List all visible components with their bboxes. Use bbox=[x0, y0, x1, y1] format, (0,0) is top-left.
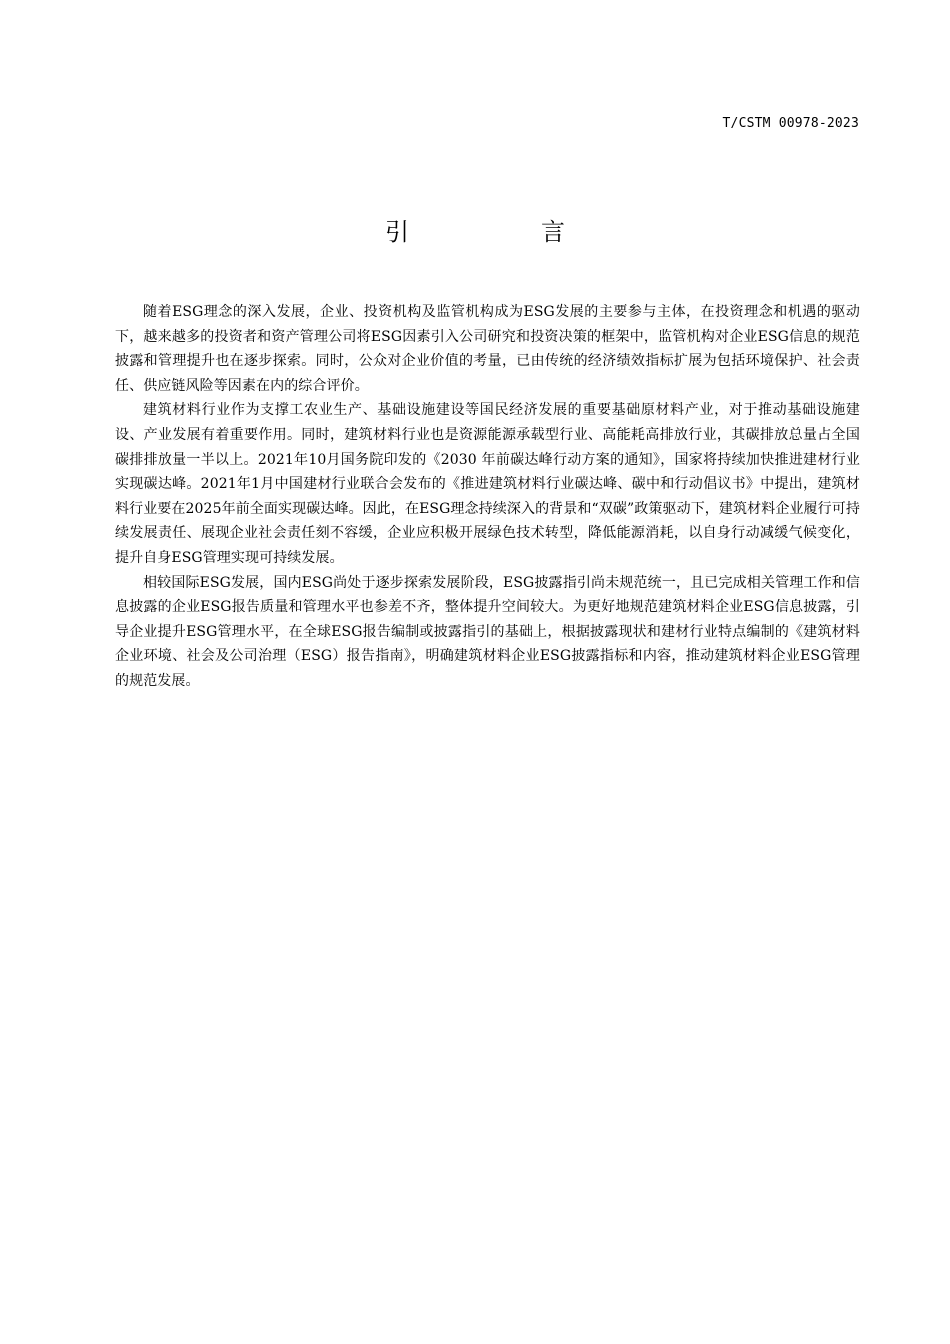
paragraph: 建筑材料行业作为支撑工农业生产、基础设施建设等国民经济发展的重要基础原材料产业，对于推动基础设施建设、产业发展有着重要作用。同时，建筑材料行业也是资源能源承载型行业、高能耗高排放行业，其碳排放总量占全国碳排排放量一半以上。2021年10月国务院印发的《2030 年前碳达峰行动方案的通知》，国家将持续加快推进建材行业实现碳达峰。2021年1月中国建材行业联合会发布的《推进建筑材料行业碳达峰、碳中和行动倡议书》中提出，建筑材料行业要在2025年前全面实现碳达峰。因此，在ESG理念持续深入的背景和“双碳”政策驱动下，建筑材料企业履行可持续发展责任、展现企业社会责任刻不容缓，企业应积极开展绿色技术转型，降低能源消耗，以自身行动减缓气候变化，提升自身ESG管理实现可持续发展。 bbox=[115, 402, 860, 566]
body-text bbox=[115, 300, 860, 694]
paragraph: 随着ESG理念的深入发展，企业、投资机构及监管机构成为ESG发展的主要参与主体，在投资理念和机遇的驱动下，越来越多的投资者和资产管理公司将ESG因素引入公司研究和投资决策的框架中，监管机构对企业ESG信息的规范披露和管理提升也在逐步探索。同时，公众对企业价值的考量，已由传统的经济绩效指标扩展为包括环境保护、社会责任、供应链风险等因素在内的综合评价。 bbox=[115, 304, 860, 394]
section-title: 引 言 bbox=[385, 218, 619, 246]
standard-code: T/CSTM 00978-2023 bbox=[722, 116, 859, 131]
paragraph: 相较国际ESG发展，国内ESG尚处于逐步探索发展阶段，ESG披露指引尚未规范统一，且已完成相关管理工作和信息披露的企业ESG报告质量和管理水平也参差不齐，整体提升空间较大。为更好地规范建筑材料企业ESG信息披露，引导企业提升ESG管理水平，在全球ESG报告编制或披露指引的基础上，根据披露现状和建材行业特点编制的《建筑材料企业环境、社会及公司治理（ESG）报告指南》，明确建筑材料企业ESG披露指标和内容，推动建筑材料企业ESG管理的规范发展。 bbox=[115, 574, 860, 689]
